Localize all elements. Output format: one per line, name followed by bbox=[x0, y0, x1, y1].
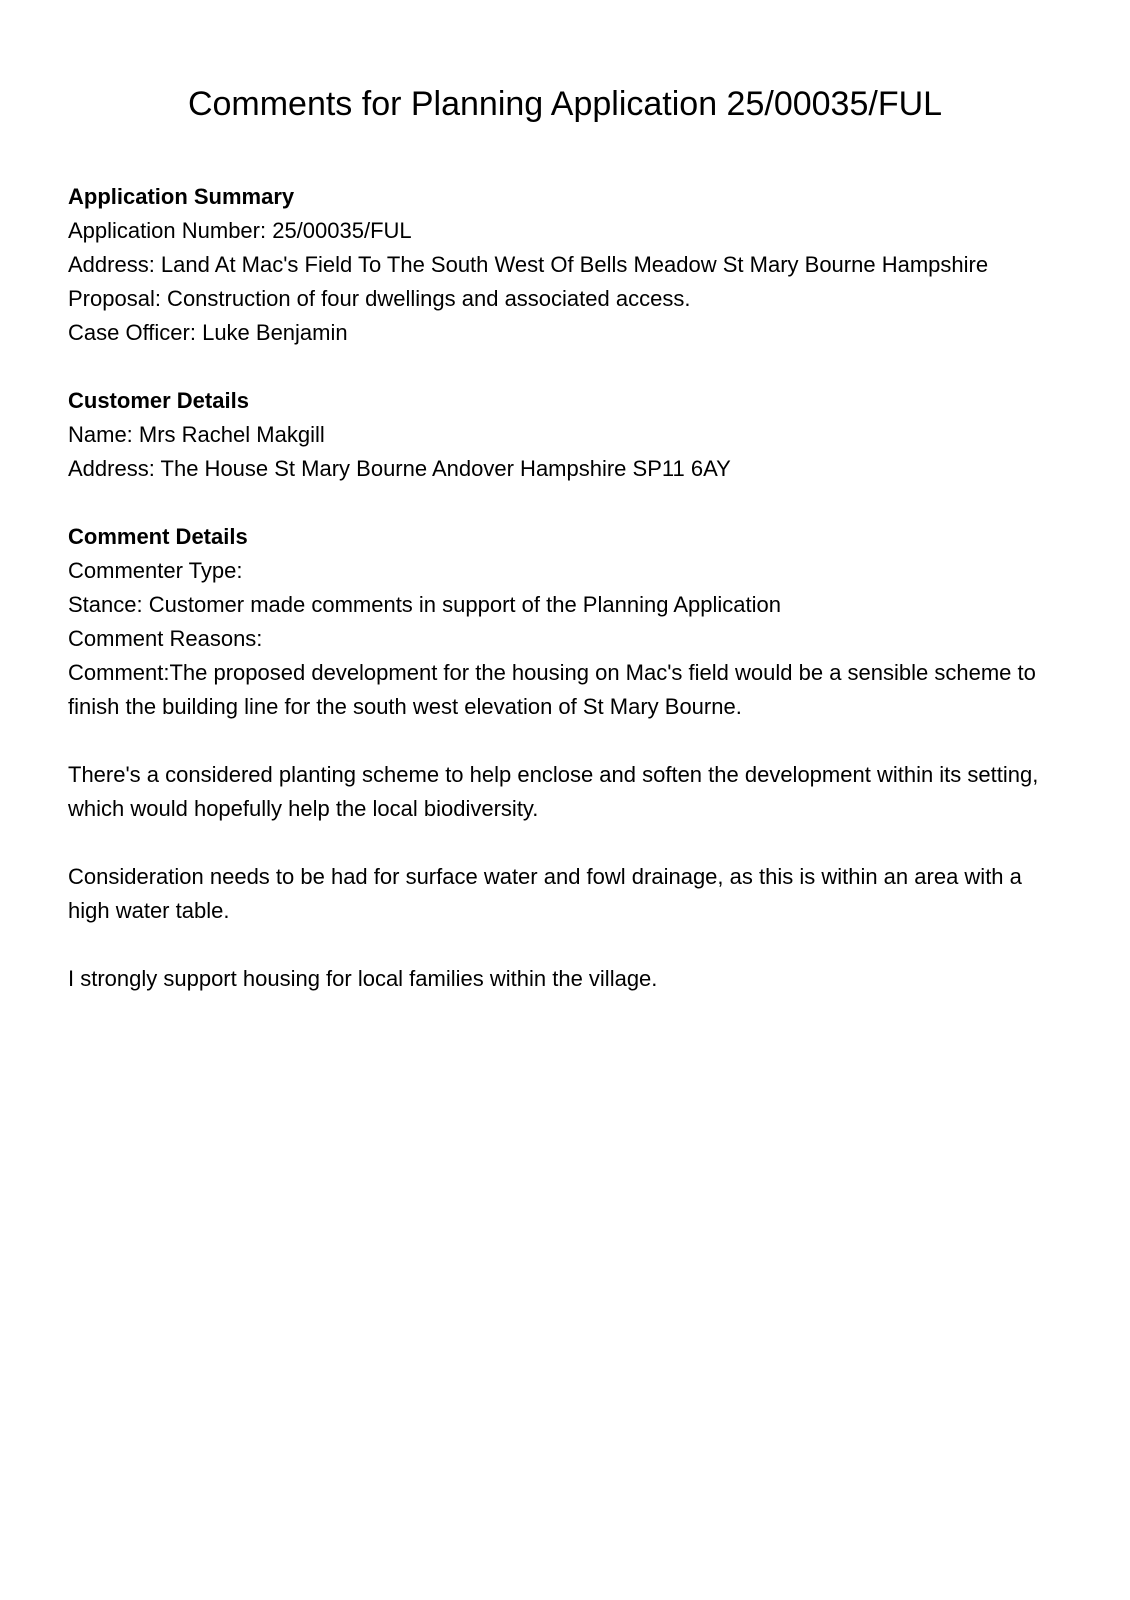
comment-details-section bbox=[68, 520, 1068, 996]
application-address: Address: Land At Mac's Field To The South West Of Bells Meadow St Mary Bourne Hampshire bbox=[68, 252, 989, 277]
comment-paragraph: I strongly support housing for local families within the village. bbox=[68, 966, 658, 991]
comment-reasons: Comment Reasons: bbox=[68, 626, 263, 651]
case-officer: Case Officer: Luke Benjamin bbox=[68, 320, 348, 345]
commenter-type: Commenter Type: bbox=[68, 558, 243, 583]
application-summary-heading: Application Summary bbox=[68, 184, 295, 209]
customer-name: Name: Mrs Rachel Makgill bbox=[68, 422, 325, 447]
comment-paragraph: Comment:The proposed development for the housing on Mac's field would be a sensible scheme to finish the building line for the south west elevation of St Mary Bourne. bbox=[68, 660, 1036, 719]
application-summary-section bbox=[68, 180, 1068, 350]
page-title: Comments for Planning Application 25/00035/FUL bbox=[187, 85, 943, 123]
application-proposal: Proposal: Construction of four dwellings and associated access. bbox=[68, 286, 691, 311]
customer-address: Address: The House St Mary Bourne Andover Hampshire SP11 6AY bbox=[68, 456, 731, 481]
comment-details-heading: Comment Details bbox=[68, 524, 248, 549]
customer-details-section bbox=[68, 384, 1068, 486]
document-body bbox=[68, 180, 1068, 1030]
customer-details-heading: Customer Details bbox=[68, 388, 249, 413]
comment-paragraph: Consideration needs to be had for surface water and fowl drainage, as this is within an area with a high water table. bbox=[68, 864, 1022, 923]
comment-stance: Stance: Customer made comments in support of the Planning Application bbox=[68, 592, 781, 617]
application-number: Application Number: 25/00035/FUL bbox=[68, 218, 412, 243]
comment-paragraph: There's a considered planting scheme to help enclose and soften the development within its setting, which would hopefully help the local biodiversity. bbox=[68, 762, 1039, 821]
